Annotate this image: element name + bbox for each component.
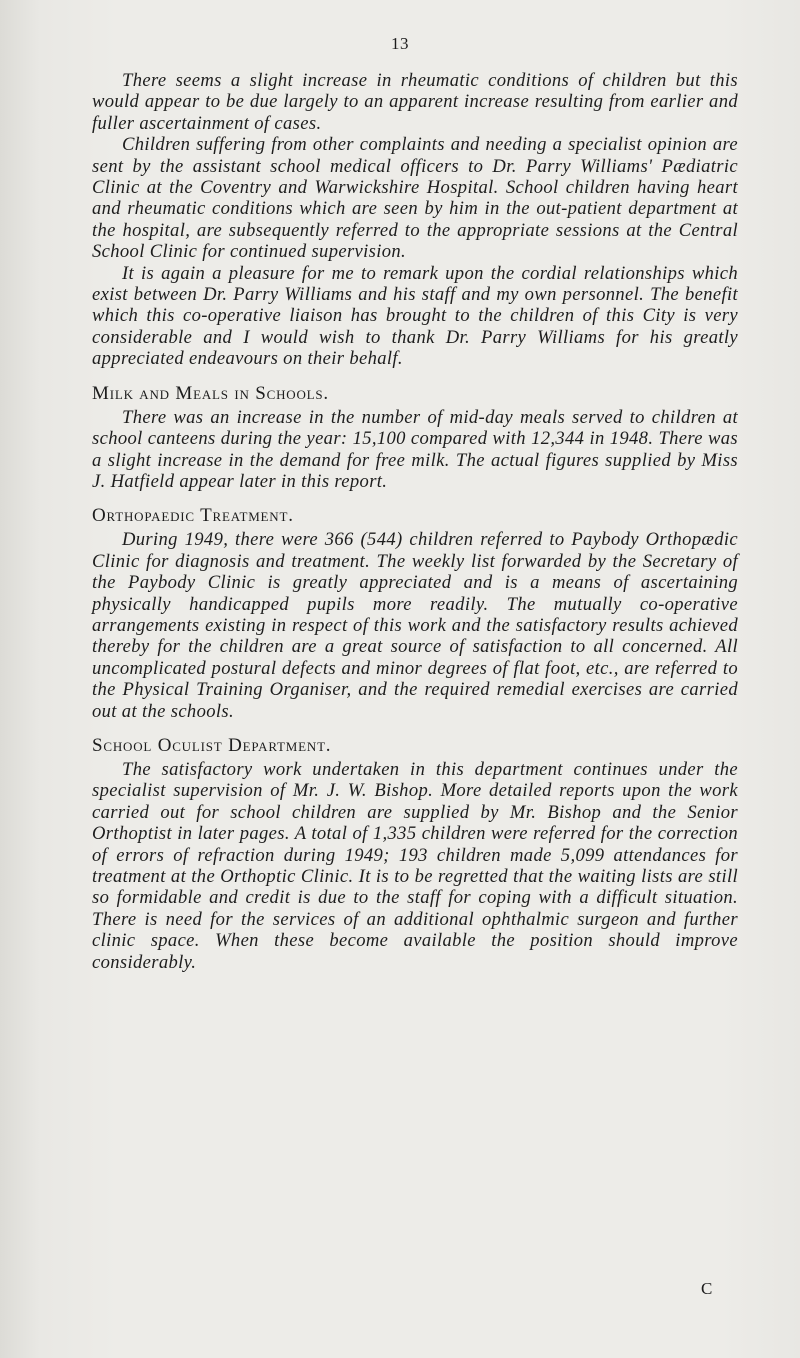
section-paragraph: During 1949, there were 366 (544) children referred to Paybody Orthopædic Clinic for diagnosis and treatment. The weekly list forwarded by the Secretary of the Paybody Clinic is greatly appreciated and is a means of ascertaining physically handicapped pupils more readily. The mutually co-operative arrangements existing in respect of this work and the satisfactory results achieved thereby for the children are a great source of satisfaction to all concerned. All uncomplicated postural defects and minor degrees of flat foot, etc., are referred to the Physical Training Organiser, and the required remedial exercises are carried out at the schools.	[92, 529, 738, 722]
intro-paragraph: Children suffering from other complaints and needing a specialist opinion are sent by the assistant school medical officers to Dr. Parry Williams' Pædiatric Clinic at the Coventry and Warwickshire Hospital. School children having heart and rheumatic conditions which are seen by him in the out-patient department at the hospital, are subsequently referred to the appropriate sessions at the Central School Clinic for continued supervision.	[92, 134, 738, 263]
section-heading: Orthopaedic Treatment.	[92, 505, 294, 527]
intro-paragraph: It is again a pleasure for me to remark upon the cordial relationships which exist between Dr. Parry Williams and his staff and my own personnel. The benefit which this co-operative liaison has brought to the children of this City is very considerable and I would wish to thank Dr. Parry Williams for his greatly appreciated endeavours on their behalf.	[92, 262, 738, 370]
section-school-oculist-department	[92, 735, 738, 973]
section-milk-and-meals	[92, 383, 738, 493]
section-paragraph: The satisfactory work undertaken in this department continues under the specialist supervision of Mr. J. W. Bishop. More detailed reports upon the work carried out for school children are supplied by Mr. Bishop and the Senior Orthoptist in later pages. A total of 1,335 children were referred for the correction of errors of refraction during 1949; 193 children made 5,099 attendances for treatment at the Orthoptic Clinic. It is to be regretted that the waiting lists are still so formidable and credit is due to the staff for coping with a difficult situation. There is need for the services of an additional ophthalmic surgeon and further clinic space. When these become available the position should improve considerably.	[92, 758, 738, 973]
section-paragraph: There was an increase in the number of mid-day meals served to children at school canteens during the year: 15,100 compared with 12,344 in 1948. There was a slight increase in the demand for free milk. The actual figures supplied by Miss J. Hatfield appear later in this report.	[92, 406, 738, 492]
section-heading: Milk and Meals in Schools.	[92, 382, 329, 404]
signature-mark: C	[701, 1279, 713, 1298]
page-number: 13	[391, 34, 409, 53]
intro-paragraph: There seems a slight increase in rheumatic conditions of children but this would appear to be due largely to an apparent increase resulting from earlier and fuller ascertainment of cases.	[92, 70, 738, 134]
section-heading: School Oculist Department.	[92, 734, 332, 756]
page-body	[92, 70, 738, 973]
section-orthopaedic-treatment	[92, 505, 738, 722]
